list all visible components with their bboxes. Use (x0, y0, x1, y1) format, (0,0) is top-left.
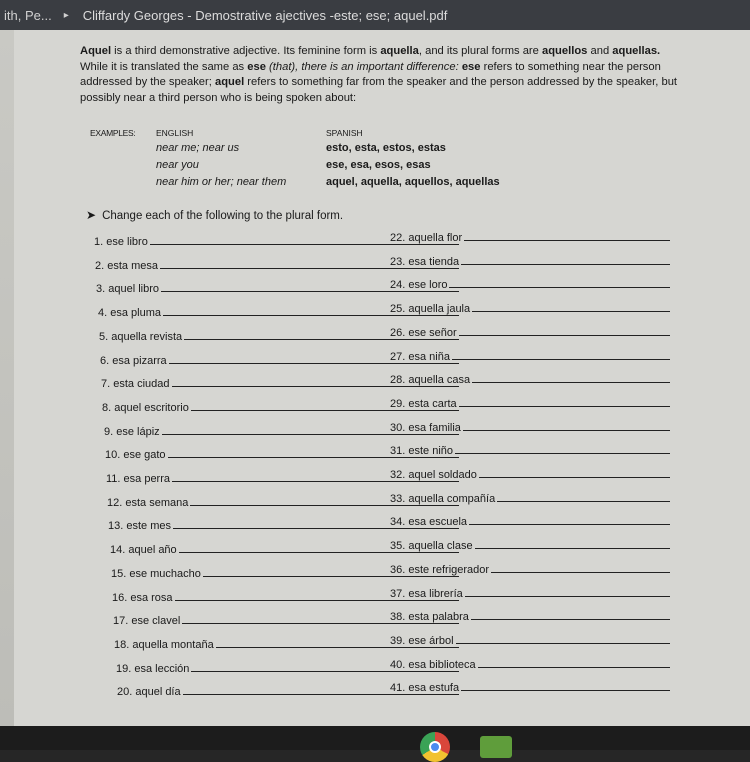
exercise-item-right: 24. ese loro (390, 279, 670, 291)
exercise-item-left: 7. esta ciudad (101, 378, 459, 390)
exercise-item-left: 8. aquel escritorio (102, 402, 459, 414)
answer-line[interactable] (461, 263, 670, 265)
exercise-item-left: 11. esa perra (106, 473, 459, 485)
exercise-item-right: 30. esa familia (390, 422, 670, 434)
answer-line[interactable] (479, 476, 670, 478)
exercise-item-right: 40. esa biblioteca (390, 659, 670, 671)
app-icon[interactable] (480, 736, 512, 758)
answer-line[interactable] (497, 500, 670, 502)
exercise-item-right: 28. aquella casa (390, 374, 670, 386)
exercise-item-left: 19. esa lección (116, 663, 459, 675)
arrow-icon: ➤ (86, 208, 97, 222)
exercise-item-left: 2. esta mesa (95, 260, 459, 272)
exercise-item-left: 6. esa pizarra (100, 355, 459, 367)
exercise-item-right: 38. esta palabra (390, 611, 670, 623)
exercise-item-left: 3. aquel libro (96, 283, 459, 295)
exercise-item-right: 32. aquel soldado (390, 469, 670, 481)
exercise-item-left: 14. aquel año (110, 544, 459, 556)
document-title[interactable]: Cliffardy Georges - Demostrative ajectives -este; ese; aquel.pdf (82, 7, 448, 23)
exercise-item-right: 27. esa niña (390, 351, 670, 363)
exercise-item-right: 26. ese señor (390, 327, 670, 339)
chrome-icon[interactable] (420, 732, 450, 762)
exercise-item-right: 31. este niño (390, 445, 670, 457)
exercise-item-right: 22. aquella flor (390, 232, 670, 244)
answer-line[interactable] (461, 689, 670, 691)
answer-line[interactable] (449, 286, 670, 288)
answer-line[interactable] (463, 429, 670, 431)
exercise-item-left: 1. ese libro (94, 236, 459, 248)
taskbar-icons (420, 732, 512, 762)
answer-line[interactable] (478, 666, 670, 668)
exercise-item-left: 12. esta semana (107, 497, 459, 509)
examples-label: EXAMPLES: (90, 128, 136, 138)
exercise-item-right: 29. esta carta (390, 398, 670, 410)
exercise-item-right: 23. esa tienda (390, 256, 670, 268)
answer-line[interactable] (472, 381, 670, 383)
exercise-item-right: 35. aquella clase (390, 540, 670, 552)
answer-line[interactable] (459, 405, 670, 407)
answer-line[interactable] (472, 310, 670, 312)
exercise-item-left: 4. esa pluma (98, 307, 459, 319)
answer-line[interactable] (464, 239, 670, 241)
answer-line[interactable] (459, 334, 670, 336)
left-margin (0, 30, 14, 726)
exercise-item-right: 41. esa estufa (390, 682, 670, 694)
exercise-item-right: 33. aquella compañía (390, 493, 670, 505)
breadcrumb[interactable]: ith, Pe... (4, 7, 52, 23)
answer-line[interactable] (491, 571, 670, 573)
exercise-item-right: 37. esa librería (390, 588, 670, 600)
chevron-right-icon: ▸ (63, 9, 69, 21)
answer-line[interactable] (475, 547, 670, 549)
answer-line[interactable] (465, 595, 670, 597)
exercise-item-left: 13. este mes (108, 520, 459, 532)
english-header: ENGLISH (156, 128, 194, 138)
pdf-page: Aquel is a third demonstrative adjective. Its feminine form is aquella, and its plural forms are aquellos and aquellas. While it is translated the same as ese (that), there is an important difference: ese refers to something near the person addressed by the speaker; aquel refers to something far from the speaker and the person addressed by the speaker, but possibly near a third person who is being spoken about: EXAMPLES: ENGLISH SPANISH near me; near us esto, esta, estos, estas near you ese, esa, esos, esas near him or her; near them aquel, aquella, aquellos, aquellas ➤ Change each of the following to the plural form. 1. ese libro 2. esta mesa 3. aquel libro 4. esa pluma 5. aquella revista 6. esa pizarra 7. esta ciudad 8. aquel escritorio 9. ese lápiz 10. ese gato 11. esa perra 12. esta semana 13. este mes 14. aquel año 15. ese muchacho 16. esa rosa 17. ese clavel 18. aquella montaña 19. esa lección 20. aquel día 22. aquella flor 23. esa tienda 24. ese loro 25. aquella jaula 26. ese señor 27. esa niña 28. aquella casa 29. esta carta 30. esa familia 31. este niño 32. aquel soldado 33. aquella compañía 34. esa escuela 35. aquella clase 36. este refrigerador 37. esa librería 38. esta palabra 39. ese árbol 40. esa biblioteca 41. esa estufa (14, 30, 750, 726)
intro-paragraph: Aquel is a third demonstrative adjective. Its feminine form is aquella, and its plural forms are aquellos and aquellas. While it is translated the same as ese (that), there is an important difference: ese refers to something near the person addressed by the speaker; aquel refers to something far from the speaker and the person addressed by the speaker, but possibly near a third person who is being spoken about: (80, 45, 678, 104)
exercise-item-right: 39. ese árbol (390, 635, 670, 647)
spanish-header: SPANISH (326, 128, 363, 138)
answer-line[interactable] (455, 452, 670, 454)
exercise-item-left: 16. esa rosa (112, 592, 459, 604)
exercise-item-right: 34. esa escuela (390, 516, 670, 528)
exercise-item-left: 5. aquella revista (99, 331, 459, 343)
instruction: ➤ Change each of the following to the plural form. (86, 208, 344, 222)
answer-line[interactable] (456, 642, 670, 644)
tab-bar (0, 0, 750, 30)
exercise-item-left: 9. ese lápiz (104, 426, 459, 438)
answer-line[interactable] (469, 523, 670, 525)
exercise-item-left: 10. ese gato (105, 449, 459, 461)
taskbar (0, 726, 750, 750)
exercise-item-right: 25. aquella jaula (390, 303, 670, 315)
exercise-item-left: 17. ese clavel (113, 615, 459, 627)
answer-line[interactable] (452, 358, 670, 360)
answer-line[interactable] (471, 618, 670, 620)
exercise-item-left: 15. ese muchacho (111, 568, 459, 580)
exercise-item-left: 20. aquel día (117, 686, 459, 698)
exercise-item-right: 36. este refrigerador (390, 564, 670, 576)
exercise-item-left: 18. aquella montaña (114, 639, 459, 651)
